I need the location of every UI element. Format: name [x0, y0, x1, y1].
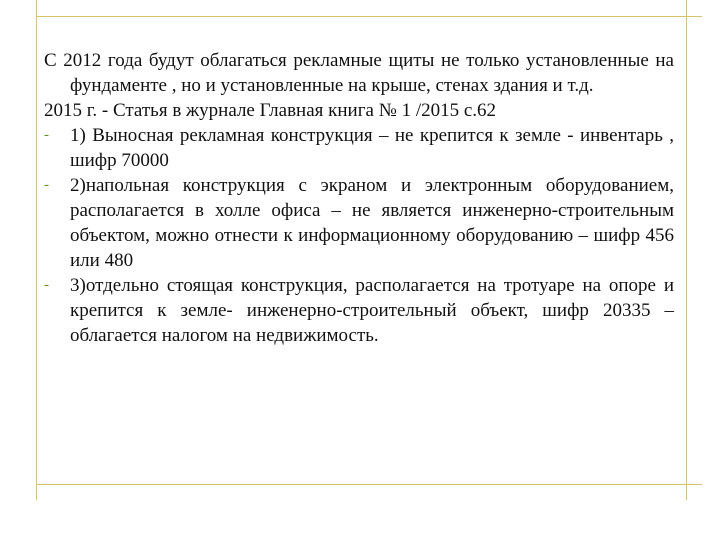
article-reference: 2015 г. - Статья в журнале Главная книга № 1 /2015 с.62	[44, 100, 497, 121]
list-item-text: 2)напольная конструкция с экраном и электронным оборудованием, располагается в холле офиса – не является инженерно-строительным объектом, можно отнести к информационному оборудованию – шифр 456 или 480	[70, 175, 674, 271]
list-item	[44, 123, 674, 173]
bullet-dash-icon: -	[44, 127, 49, 143]
list-item	[44, 273, 674, 348]
list-item	[44, 173, 674, 273]
frame-line-right	[686, 0, 687, 500]
bullet-dash-icon: -	[44, 277, 49, 293]
frame-line-bottom	[36, 484, 702, 485]
list-item-text: 1) Выносная рекламная конструкция – не крепится к земле - инвентарь , шифр 70000	[70, 125, 674, 171]
intro-paragraph: С 2012 года будут облагаться рекламные щиты не только установленные на фундаменте , но и установленные на крыше, стенах здания и т.д.	[44, 50, 674, 96]
slide-content	[44, 48, 674, 348]
frame-line-top	[36, 16, 702, 17]
bullet-dash-icon: -	[44, 177, 49, 193]
list-item-text: 3)отдельно стоящая конструкция, располагается на тротуаре на опоре и крепится к земле- инженерно-строительный объект, шифр 20335 – облагается налогом на недвижимость.	[70, 275, 674, 346]
frame-line-left	[36, 0, 37, 500]
